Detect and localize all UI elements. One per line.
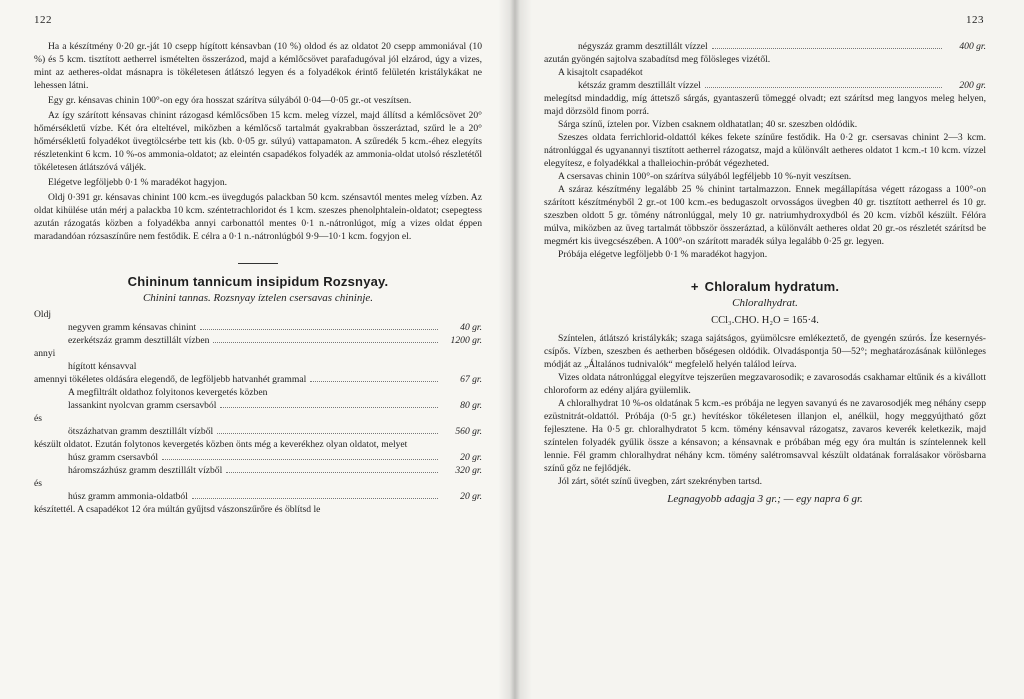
section-title: Chloralum hydratum. <box>704 279 840 294</box>
left-page-number: 122 <box>34 14 52 26</box>
recipe-line <box>34 360 482 373</box>
leader-dots <box>712 47 942 49</box>
recipe-connector: Oldj <box>34 309 52 320</box>
section-subtitle: Chinini tannas. Rozsnyay íztelen csersavas chininje. <box>142 292 374 304</box>
recipe-line <box>34 490 482 503</box>
leader-dots <box>310 380 438 382</box>
left-page-body <box>34 40 482 516</box>
recipe-text: A kisajtolt csapadékot <box>558 67 643 78</box>
recipe-line <box>34 425 482 438</box>
paragraph: A csersavas chinin 100°-on szárítva súlyából legféljebb 10 %-nyit veszítsen. <box>558 171 852 182</box>
recipe-line <box>34 334 482 347</box>
recipe-line <box>34 399 482 412</box>
recipe-line <box>544 79 986 92</box>
recipe-ingredient: A megfiltrált oldathoz folyitonos kevergetés közben <box>68 387 268 398</box>
leader-dots <box>192 497 438 499</box>
recipe-amount: 1200 gr. <box>450 335 482 346</box>
recipe-connector: és <box>34 478 42 489</box>
recipe-ingredient: háromszázhúsz gramm desztillált vízből <box>68 465 223 476</box>
max-dose: Legnagyobb adagja 3 gr.; — egy napra 6 gr. <box>667 493 863 505</box>
paragraph: A száraz készítmény legalább 25 % chinint tartalmazzon. Ennek megállapítása végett rázogass a 100°-on szárított készítményből 2 gr.-ot 100 kcm.-es bedugaszolt orvosságos üvegben 40 gr. tisztított aetherrel és 10 gr. szeszben oldott 5 gr. tömény nátronlúggal, mely 10 gr. natriumhydroxydból és 20 kcm. vízből készült. Félóra múlva, miközben az üveg tartalmát többször összeráztad, a különvált aetheres oldat 20 gr.-os részletét szárítsd be megmért kis üvegcsészében. A 100°-on szárított maradék súlya legalább 0·25 gr. legyen. <box>544 184 986 247</box>
section-subtitle: Chloralhydrat. <box>732 297 798 309</box>
paragraph: Jól zárt, sötét színű üvegben, zárt szekrényben tartsd. <box>558 476 763 487</box>
recipe-amount: 560 gr. <box>455 426 482 437</box>
leader-dots <box>213 341 438 343</box>
paragraph: Elégetve legföljebb 0·1 % maradékot hagyjon. <box>48 177 228 188</box>
recipe-text: készítettél. A csapadékot 12 óra múltán gyűjtsd vászonszűrőre és öblítsd le <box>34 504 321 515</box>
leader-dots <box>162 458 438 460</box>
recipe-text: készült oldatot. Ezután folytonos kevergetés közben önts még a keverékhez olyan oldatot, melyet <box>34 439 408 450</box>
paragraph: Színtelen, átlátszó kristálykák; szaga sajátságos, gyümölcsre emlékeztető, de gyengén szúrós. Íze kesernyés-csípős. Vízben, szeszben és aetherben bőségesen oldódik. Olvadáspontja 50—52°; meghatározásának különleges módját az „Általános tudnivalók“ megfelelő helyén találod leírva. <box>544 333 986 370</box>
recipe-line <box>34 373 482 386</box>
chemical-formula: CCl₃.CHO. H₂O = 165·4. <box>711 315 819 326</box>
recipe-amount: 320 gr. <box>455 465 482 476</box>
paragraph: melegítsd mindaddig, míg áttetsző sárgás, gyantaszerű tömeggé olvadt; ezt szárítsd meg langyos meleg helyen, majd dörzsöld finom porrá. <box>544 93 986 117</box>
recipe-connector: és <box>34 413 42 424</box>
paragraph: Sárga színű, íztelen por. Vízben csaknem oldhatatlan; 40 sr. szeszben oldódik. <box>558 119 858 130</box>
leader-dots <box>226 471 438 473</box>
recipe-connector: annyi <box>34 348 56 359</box>
recipe-continued <box>544 40 986 92</box>
leader-dots <box>220 406 438 408</box>
recipe-amount: 20 gr. <box>460 491 482 502</box>
recipe-ingredient: ezerkétszáz gramm desztillált vízben <box>68 335 210 346</box>
recipe-ingredient: hígított kénsavval <box>68 361 137 372</box>
recipe-line <box>34 451 482 464</box>
section-title: Chininum tannicum insipidum Rozsnyay. <box>127 274 389 289</box>
leader-dots <box>200 328 438 330</box>
recipe-amount: 80 gr. <box>460 400 482 411</box>
recipe-line <box>544 40 986 53</box>
cross-mark-icon: + <box>690 279 699 294</box>
right-page-number: 123 <box>966 14 984 26</box>
recipe-amount: 20 gr. <box>460 452 482 463</box>
recipe-ingredient: amennyi tökéletes oldására elegendő, de legföljebb hatvanhét grammal <box>34 374 307 385</box>
recipe-line <box>34 464 482 477</box>
recipe-amount: 40 gr. <box>460 322 482 333</box>
section-divider <box>238 263 278 264</box>
paragraph: Egy gr. kénsavas chinin 100°-on egy óra hosszat szárítva súlyából 0·04—0·05 gr.-ot veszítsen. <box>48 95 412 106</box>
recipe-amount: 200 gr. <box>959 80 986 91</box>
paragraph: Ha a készítmény 0·20 gr.-ját 10 csepp hígított kénsavban (10 %) oldod és az oldatot 20 csepp ammoniával (10 %) és 5 kcm. tisztított aetherrel ismételten összerázod, majd a kémlőcsövet parafadugóval jól elzárod, úgy a vizes, mint az aetheres-oldat másnapra is tökéletesen átlátszó legyen és a folyadékok érintő felületén kristálykákat ne lehessen látni. <box>34 41 482 91</box>
recipe-ingredient: húsz gramm ammonia-oldatból <box>68 491 188 502</box>
paragraph: Az így szárított kénsavas chinint rázogasd kémlőcsőben 15 kcm. meleg vízzel, majd állítsd a kémlőcsövet 20° hőmérsékletű vízbe. Két óra elteltével, miközben a kémlőcső tartalmát gyakrabban összeráztad, szűrd le a 20° hőmérsékletű folyadékot üvegtölcsérbe tett kis (kb. 0·05 gr. súlyú) vattapamaton. A szűredék 5 kcm.-éhez elegyíts részletenkint 6 kcm. 10 %-os ammonia-oldatot; az eleintén csapadékos folyadék az ammonia-oldat utolsó részletétől tökéletesen átlátszóvá váljék. <box>34 110 482 173</box>
right-page-body <box>544 40 986 506</box>
recipe-line <box>34 386 482 399</box>
recipe-ingredient: négyszáz gramm desztillált vízzel <box>578 41 708 52</box>
right-page <box>512 0 1024 699</box>
recipe-ingredient: kétszáz gramm desztillált vízzel <box>578 80 701 91</box>
paragraph: Oldj 0·391 gr. kénsavas chinint 100 kcm.-es üvegdugós palackban 50 kcm. szénsavtól mentes meleg vízben. Az oldat kihülése után mérj a palackba 10 kcm. széntetrachloridot és 1 kcm. szeszes phenolphtalein-oldatot; csepegtess azután rázogatás közben a folyadékba annyi carbonattól mentes 0·1 n.-nátronlúgot, míg a vizes oldat éppen maradandóan rózsaszínűre nem festődik. E célra a 0·1 n.-nátronlúgból 9·9—10·1 kcm. fogyjon el. <box>34 192 482 242</box>
recipe-text: azután gyöngén sajtolva szabadítsd meg fölösleges vizétől. <box>544 54 771 65</box>
recipe-amount: 400 gr. <box>959 41 986 52</box>
leader-dots <box>217 432 438 434</box>
leader-dots <box>705 86 942 88</box>
paragraph: Próbája elégetve legföljebb 0·1 % maradékot hagyjon. <box>558 249 768 260</box>
recipe-line <box>34 321 482 334</box>
recipe-amount: 67 gr. <box>460 374 482 385</box>
recipe-ingredient: lassankint nyolcvan gramm csersavból <box>68 400 217 411</box>
recipe <box>34 308 482 516</box>
recipe-ingredient: ötszázhatvan gramm desztillált vízből <box>68 426 214 437</box>
paragraph: A chloralhydrat 10 %-os oldatának 5 kcm.-es próbája ne legyen savanyú és ne zavarosodjék meg néhány csepp ezüstnitrát-oldattól. Próbája (0·5 gr.) hevítéskor tökéletesen illanjon el, anélkül, hogy meggyújtható gőzt fejlesztene. Ha 0·5 gr. chloralhydratot 5 kcm. tömény kénsavval rázogatsz, zavaros keverék keletkezik, majd színtelen folyadék gyűlik össze a kénsavon; a kénsavnak e próbában még egy óra multán is színtelennek kell lennie. Fél gramm chloralhydrat néhány kcm. tömény salétromsavval készült oldatának forralásakor vörösbarna színű gőz ne fejlődjék. <box>544 398 986 474</box>
paragraph: Vizes oldata nátronlúggal elegyítve tejszerűen megzavarosodik; e zavarosodás csakhamar eltűnik és a kivállott chloroform az edény aljára gyülemlik. <box>544 372 986 396</box>
recipe-ingredient: húsz gramm csersavból <box>68 452 159 463</box>
recipe-ingredient: negyven gramm kénsavas chinint <box>68 322 197 333</box>
paragraph: Szeszes oldata ferrichlorid-oldattól kékes fekete színűre festődik. Ha 0·2 gr. csersavas chinint 2—3 kcm. nátronlúggal és ugyanannyi tisztított aetherrel rázogatsz, majd a különvált aetheres oldatot 1 kcm.-t 10 kcm. vízzel elegyítesz, e folyadékkal a thalleiochin-próbát végezheted. <box>544 132 986 169</box>
section-title-row <box>544 279 986 294</box>
